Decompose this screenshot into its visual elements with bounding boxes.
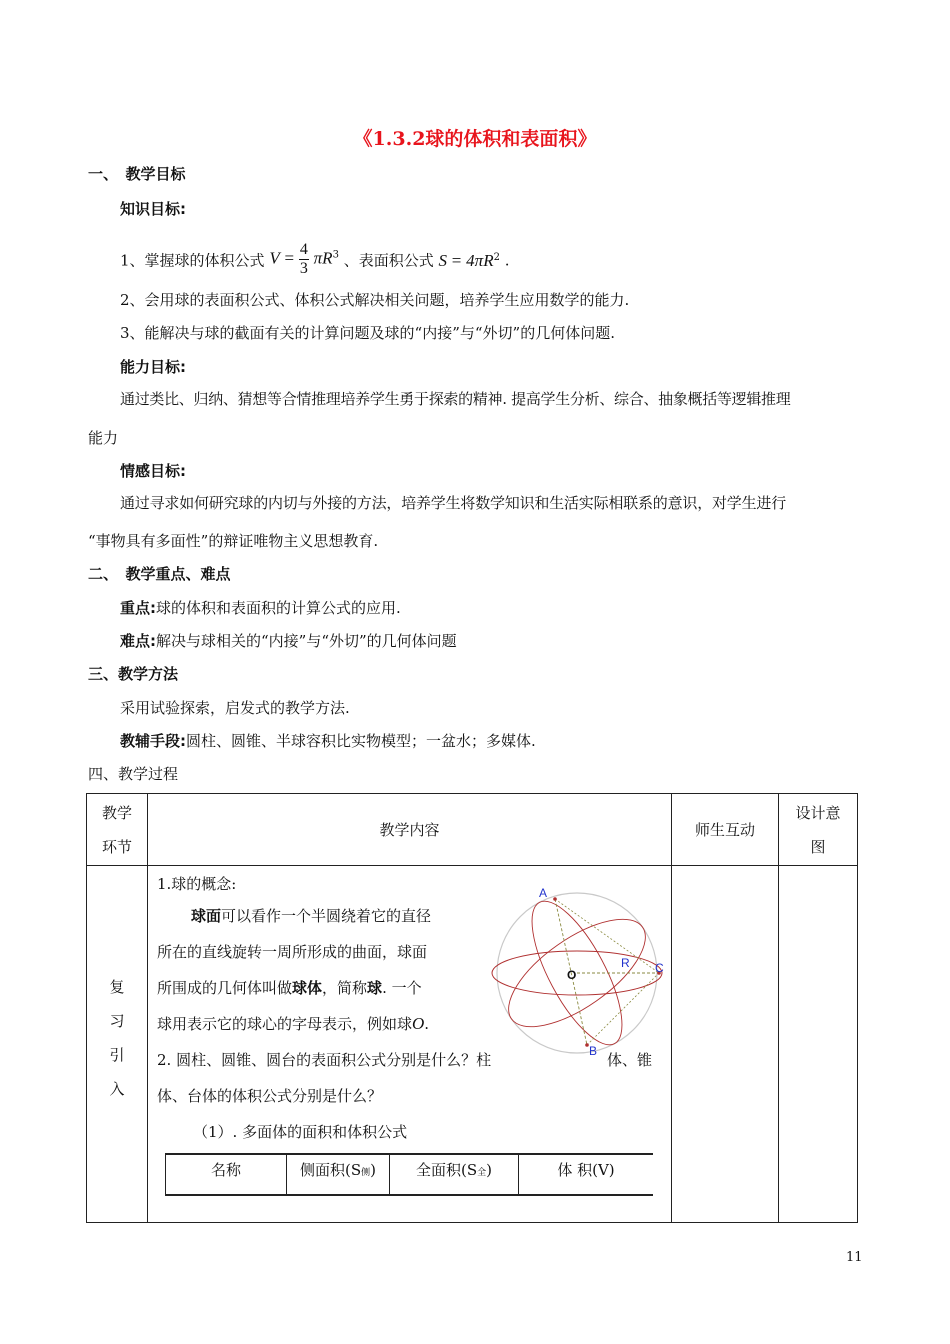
design-intent-cell (779, 866, 858, 1223)
interaction-cell (672, 866, 779, 1223)
sphere-concept-line-4 (157, 1013, 429, 1034)
teaching-aids-text: 圆柱、圆锥、半球容积比实物模型；一盆水；多媒体. (186, 732, 536, 750)
question-2-line-1-end: 体、锥 (607, 1051, 653, 1069)
teaching-aids-label: 教辅手段: (120, 732, 186, 750)
polyhedron-formula-table (165, 1153, 653, 1196)
page-number: 11 (846, 1250, 863, 1265)
inner-header-volume: 体 积(V) (519, 1155, 654, 1195)
stage-review-intro (87, 866, 148, 1223)
teaching-process-table (86, 793, 858, 1223)
volume-formula-rest: πR (313, 248, 333, 268)
sphere-diagram (483, 879, 667, 1057)
inner-header-name: 名称 (166, 1155, 287, 1195)
knowledge-item-1 (120, 243, 510, 280)
volume-exponent: 3 (332, 249, 339, 261)
lateral-text: 侧面积(S (299, 1161, 362, 1179)
sphere-concept-title: 1.球的概念: (157, 875, 237, 893)
volume-symbol: V (269, 248, 280, 268)
ability-text-line-1: 通过类比、归纳、猜想等合情推理培养学生勇于探索的精神. 提高学生分析、综合、抽象概括等逻辑推理 (120, 390, 791, 408)
section-1-heading: 一、 教学目标 (88, 165, 186, 183)
key-point (120, 597, 401, 618)
knowledge-goals-label: 知识目标: (120, 200, 186, 218)
surface-symbol: S (438, 250, 448, 270)
question-2-line-2: 体、台体的体积公式分别是什么？ (157, 1087, 383, 1105)
sphere-short-term: 球 (367, 979, 383, 997)
sphere-label-r: R (621, 956, 630, 970)
fraction-denominator: 3 (299, 260, 308, 277)
emotion-text-line-1: 通过寻求如何研究球的内切与外接的方法，培养学生将数学知识和生活实际相联系的意识，对学生进行 (120, 494, 787, 512)
teaching-method: 采用试验探索，启发式的教学方法. (120, 699, 350, 717)
section-2-heading: 二、 教学重点、难点 (88, 565, 231, 583)
knowledge-item-3: 3、能解决与球的截面有关的计算问题及球的“内接”与“外切”的几何体问题. (120, 324, 615, 342)
line-3-e: . 一个 (382, 979, 422, 997)
inner-header-total: 全面积(S全) (390, 1155, 519, 1195)
surface-formula (439, 252, 505, 270)
sphere-concept-line-1 (191, 905, 431, 926)
header-interaction: 师生互动 (672, 794, 779, 866)
header-content: 教学内容 (148, 794, 672, 866)
header-design-intent (779, 794, 858, 866)
header-stage-line-2: 环节 (101, 838, 132, 856)
sphere-solid-term: 球体 (292, 979, 323, 997)
key-point-label: 重点: (120, 599, 156, 617)
ability-text-line-2: 能力 (88, 429, 119, 447)
stage-char-4: 入 (109, 1080, 125, 1098)
emotion-text-line-2: “事物具有多面性”的辩证唯物主义思想教育. (88, 532, 379, 550)
sphere-concept-line-2: 所在的直线旋转一周所形成的曲面，球面 (157, 943, 428, 961)
equals-sign-2: = (451, 250, 462, 270)
emotion-goals-label: 情感目标: (120, 462, 186, 480)
header-stage-line-1: 教学 (101, 804, 132, 822)
total-text: 全面积(S (415, 1161, 478, 1179)
knowledge-item-1-prefix: 1、掌握球的体积公式 (120, 251, 265, 270)
fraction-numerator: 4 (299, 241, 308, 258)
page-title: 《1.3.2球的体积和表面积》 (353, 128, 597, 150)
question-2-line-1: 2. 圆柱、圆锥、圆台的表面积公式分别是什么？柱 (157, 1051, 492, 1069)
knowledge-item-1-end: . (504, 251, 510, 270)
sphere-o-symbol: O (412, 1014, 425, 1033)
surface-formula-rest: 4πR (466, 250, 494, 270)
difficult-point-label: 难点: (120, 632, 156, 650)
section-4-heading: 四、教学过程 (88, 765, 179, 783)
header-design-line-2: 图 (810, 838, 826, 856)
sphere-concept-line-3 (157, 977, 422, 998)
sphere-label-b: B (589, 1044, 598, 1057)
sphere-surface-term: 球面 (191, 907, 222, 925)
equals-sign: = (284, 248, 295, 268)
key-point-text: 球的体积和表面积的计算公式的应用. (156, 599, 401, 617)
header-design-line-1: 设计意 (795, 804, 841, 822)
polyhedron-formulas-title: （1）. 多面体的面积和体积公式 (193, 1123, 408, 1141)
teaching-aids (120, 730, 536, 751)
content-cell (148, 866, 672, 1223)
fraction-four-thirds (299, 241, 309, 278)
difficult-point-text: 解决与球相关的“内接”与“外切”的几何体问题 (156, 632, 457, 650)
stage-char-2: 习 (109, 1012, 125, 1030)
knowledge-item-1-mid: 、表面积公式 (343, 251, 434, 270)
knowledge-item-2: 2、会用球的表面积公式、体积公式解决相关问题，培养学生应用数学的能力. (120, 291, 630, 309)
sphere-label-a: A (539, 886, 548, 900)
sphere-label-o: O (567, 968, 577, 982)
section-3-heading: 三、教学方法 (88, 665, 179, 683)
sphere-label-c: C (655, 961, 664, 975)
inner-header-lateral: 侧面积(S侧) (287, 1155, 390, 1195)
volume-formula (269, 241, 339, 278)
line-3-a: 所围成的几何体叫做 (157, 979, 293, 997)
stage-char-1: 复 (109, 978, 125, 996)
line-4-e: . (424, 1015, 430, 1033)
line-3-c: ，简称 (322, 979, 368, 997)
header-stage (87, 794, 148, 866)
sphere-concept-line-1-text: 可以看作一个半圆绕着它的直径 (221, 907, 432, 925)
lateral-sub: 侧 (361, 1168, 371, 1178)
surface-exponent: 2 (493, 251, 500, 263)
total-sub: 全 (477, 1168, 487, 1178)
line-4-a: 球用表示它的球心的字母表示，例如球 (157, 1015, 413, 1033)
ability-goals-label: 能力目标: (120, 358, 186, 376)
difficult-point (120, 630, 457, 651)
stage-char-3: 引 (109, 1046, 125, 1064)
